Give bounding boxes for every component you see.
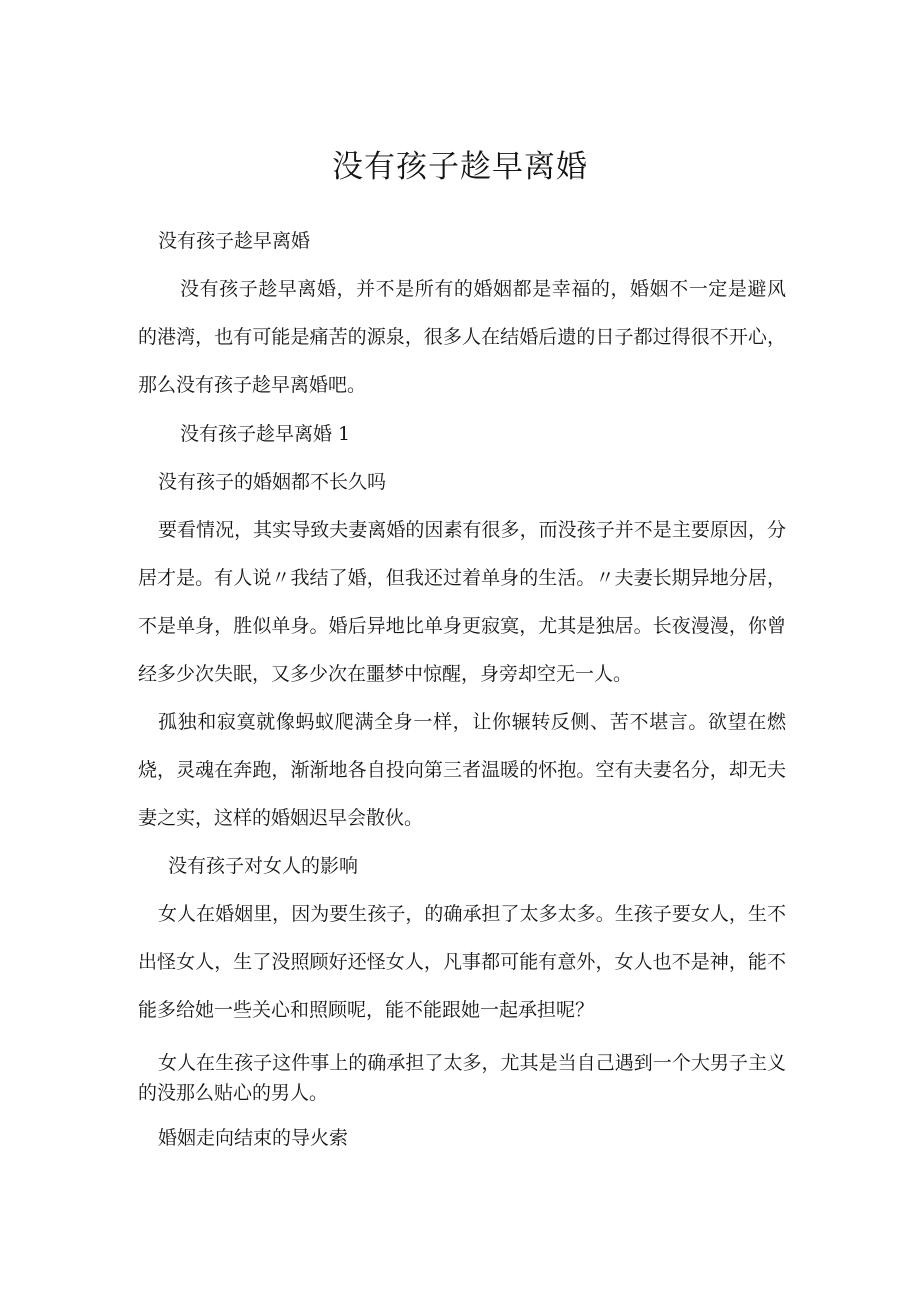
section-heading-1: 没有孩子趁早离婚 1 <box>180 423 351 445</box>
subtitle-paragraph: 没有孩子趁早离婚 <box>158 230 311 252</box>
question-heading: 没有孩子的婚姻都不长久吗 <box>158 471 387 493</box>
loneliness-paragraph: 孤独和寂寞就像蚂蚁爬满全身一样，让你辗转反侧、苦不堪言。欲望在燃烧，灵魂在奔跑，渐渐地各自投向第三者温暖的怀抱。空有夫妻名分，却无夫妻之实，这样的婚姻迟早会散伙。 <box>138 711 786 829</box>
women-impact-heading: 没有孩子对女人的影响 <box>168 855 359 877</box>
women-childbirth-paragraph: 女人在生孩子这件事上的确承担了太多，尤其是当自己遇到一个大男子主义的没那么贴心的男人。 <box>138 1052 786 1104</box>
document-title: 没有孩子趁早离婚 <box>332 149 588 185</box>
trigger-heading: 婚姻走向结束的导火索 <box>158 1127 349 1149</box>
separation-paragraph: 要看情况，其实导致夫妻离婚的因素有很多，而没孩子并不是主要原因，分居才是。有人说〃我结了婚，但我还过着单身的生活。〃夫妻长期异地分居，不是单身，胜似单身。婚后异地比单身更寂寞，尤其是独居。长夜漫漫，你曾经多少次失眠，又多少次在噩梦中惊醒，身旁却空无一人。 <box>138 519 786 685</box>
women-burden-paragraph: 女人在婚姻里，因为要生孩子，的确承担了太多太多。生孩子要女人，生不出怪女人，生了没照顾好还怪女人，凡事都可能有意外，女人也不是神，能不能多给她一些关心和照顾呢，能不能跟她一起承担呢？ <box>138 903 786 1021</box>
intro-paragraph: 没有孩子趁早离婚，并不是所有的婚姻都是幸福的，婚姻不一定是避风的港湾，也有可能是痛苦的源泉，很多人在结婚后遗的日子都过得很不开心，那么没有孩子趁早离婚吧。 <box>138 278 786 396</box>
